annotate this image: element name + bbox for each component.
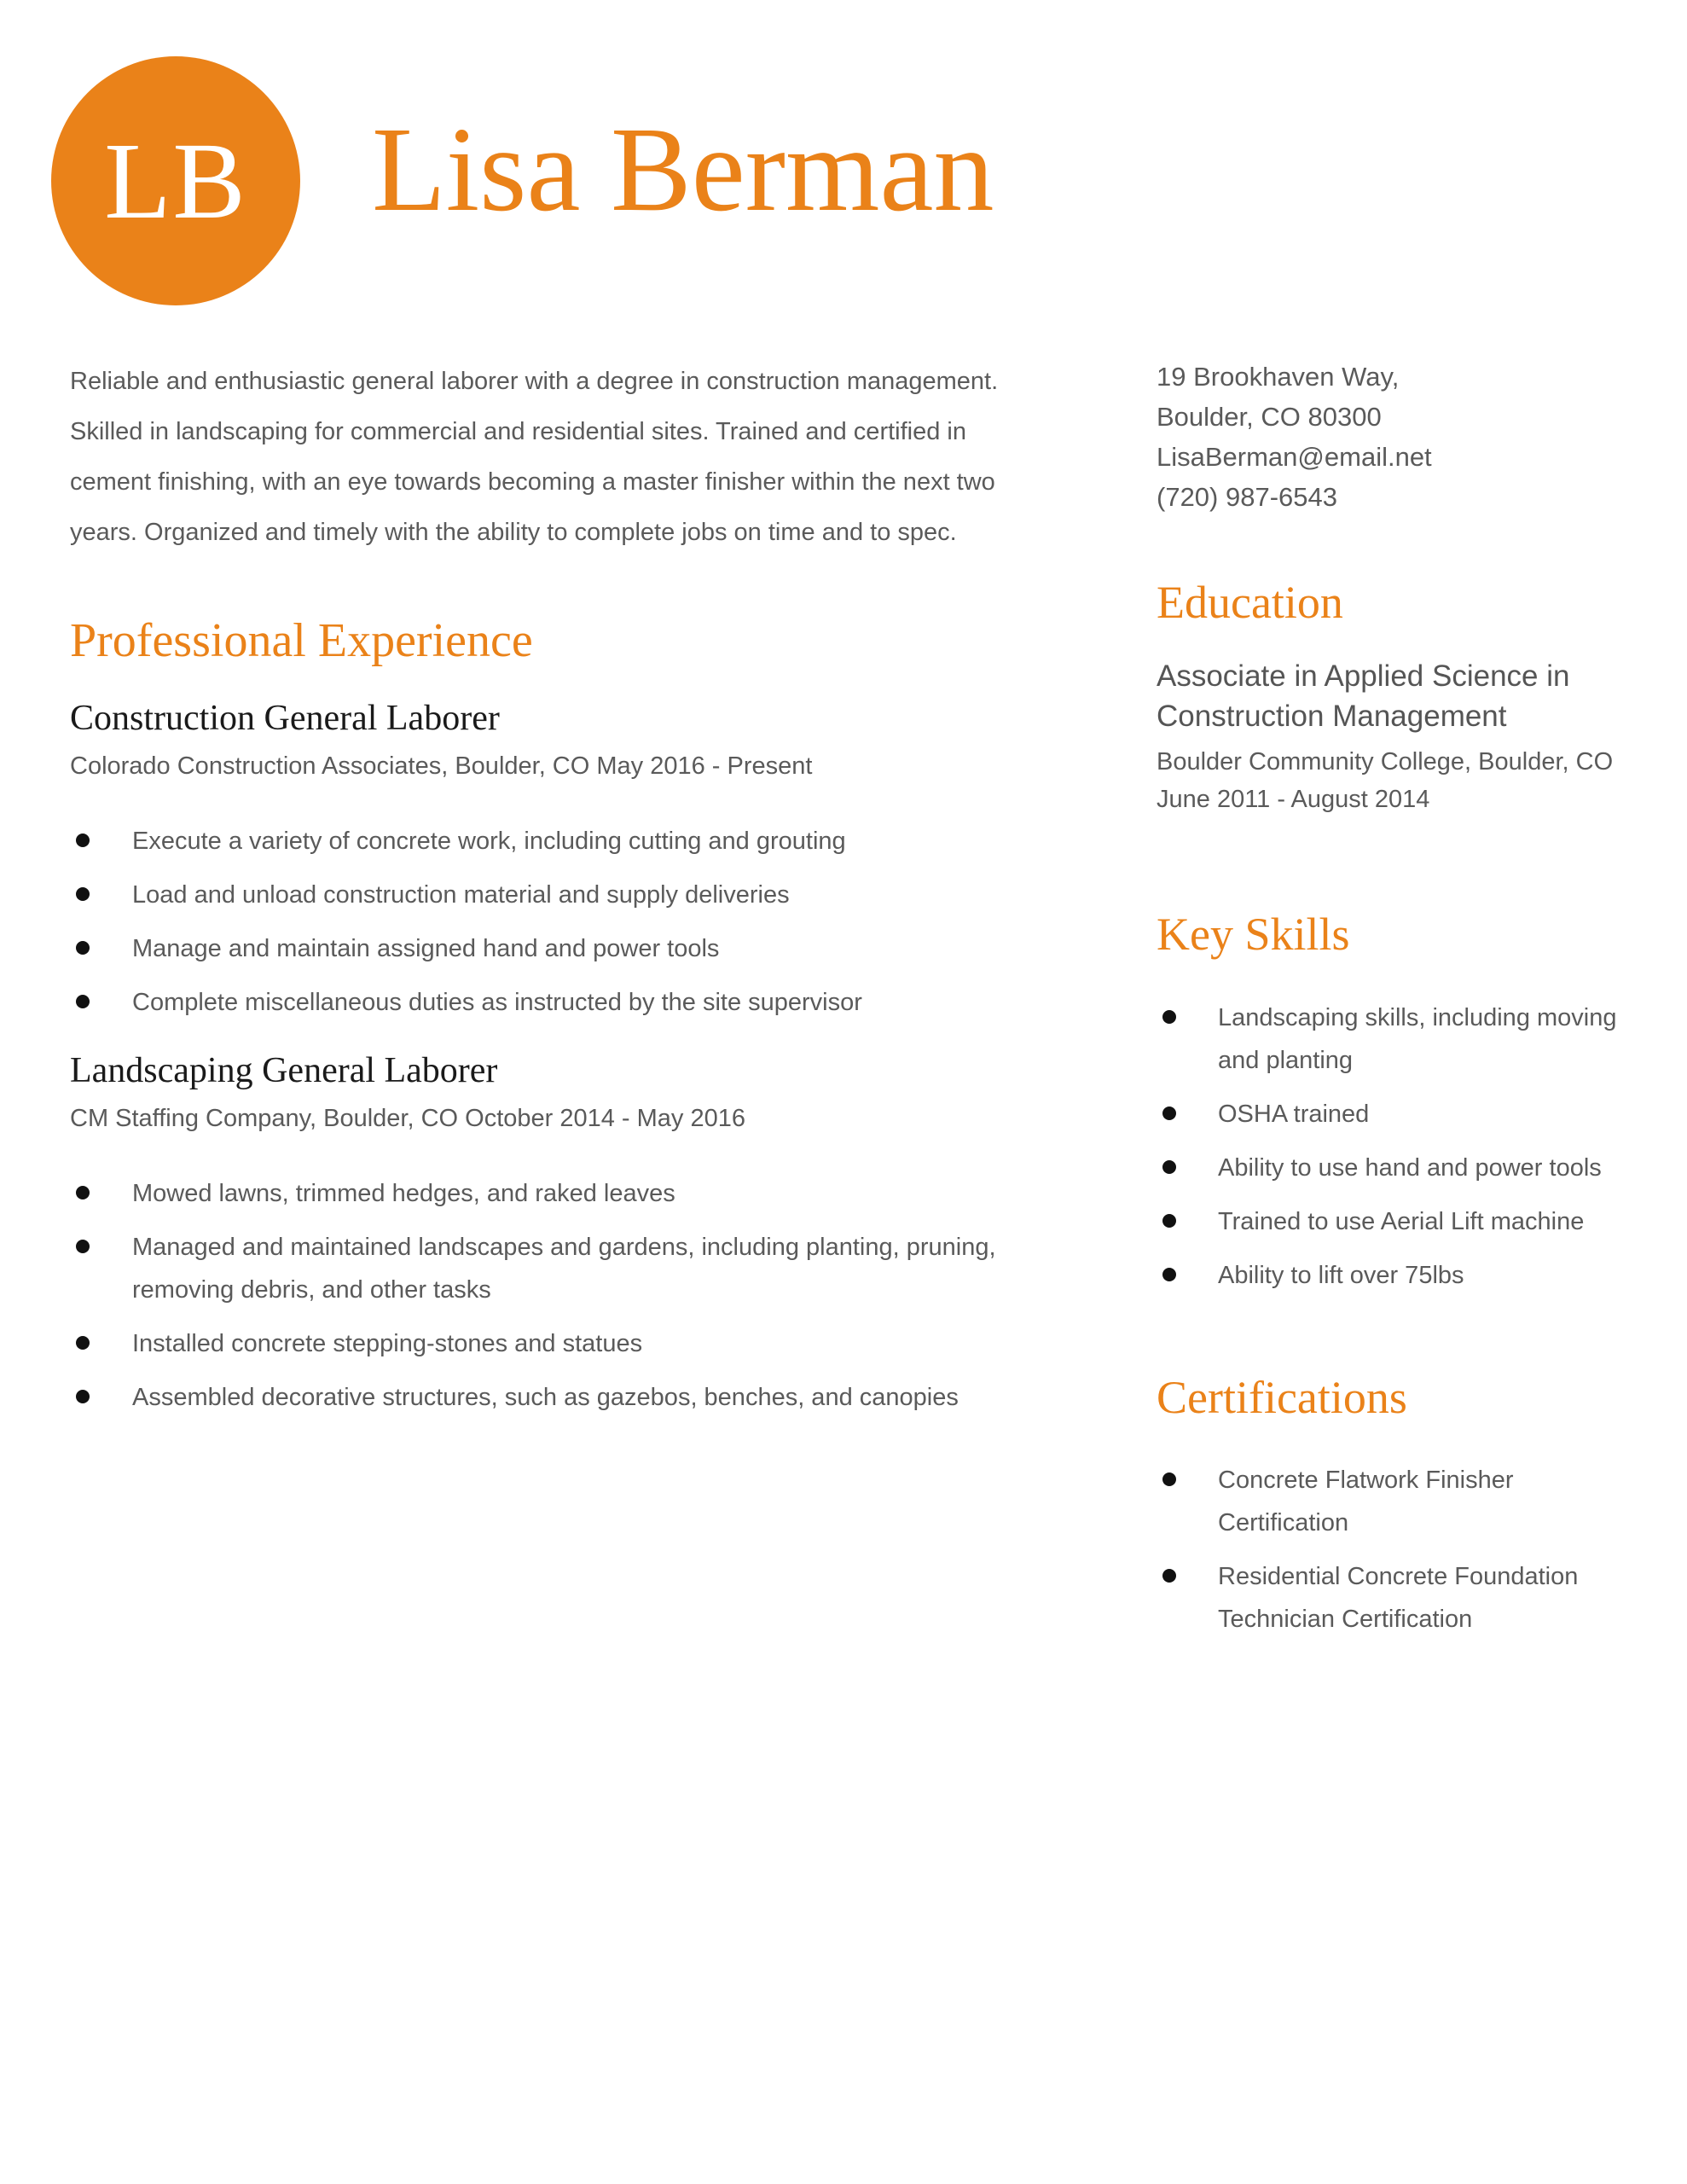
list-item: Ability to use hand and power tools xyxy=(1157,1147,1634,1189)
job-title: Construction General Laborer xyxy=(70,699,500,739)
list-item: Complete miscellaneous duties as instructed by the site supervisor xyxy=(70,981,1051,1024)
job-duties-list xyxy=(70,1172,1051,1419)
list-item: OSHA trained xyxy=(1157,1093,1634,1136)
list-item: Landscaping skills, including moving and planting xyxy=(1157,996,1634,1082)
address-city: Boulder, CO 80300 xyxy=(1157,402,1382,432)
list-item: Installed concrete stepping-stones and statues xyxy=(70,1322,1051,1365)
job-entry xyxy=(70,1049,1051,1419)
job-title: Landscaping General Laborer xyxy=(70,1051,498,1091)
sidebar-column xyxy=(1157,357,1634,1652)
education-school: Boulder Community College, Boulder, CO xyxy=(1157,747,1614,775)
list-item: Managed and maintained landscapes and gardens, including planting, pruning, removing debris, and other tasks xyxy=(70,1226,1051,1311)
education-dates: June 2011 - August 2014 xyxy=(1157,785,1430,813)
monogram-circle xyxy=(51,56,300,305)
certifications-heading: Certifications xyxy=(1157,1371,1407,1423)
list-item: Mowed lawns, trimmed hedges, and raked leaves xyxy=(70,1172,1051,1215)
phone-number: (720) 987-6543 xyxy=(1157,482,1337,512)
education-heading: Education xyxy=(1157,577,1343,628)
list-item: Manage and maintain assigned hand and power tools xyxy=(70,927,1051,970)
skills-heading: Key Skills xyxy=(1157,908,1350,960)
list-item: Execute a variety of concrete work, including cutting and grouting xyxy=(70,820,1051,863)
contact-block xyxy=(1157,357,1634,517)
list-item: Ability to lift over 75lbs xyxy=(1157,1254,1634,1297)
job-entry xyxy=(70,697,1051,1024)
experience-heading: Professional Experience xyxy=(70,614,533,667)
certifications-list xyxy=(1157,1459,1634,1641)
list-item: Assembled decorative structures, such as gazebos, benches, and canopies xyxy=(70,1376,1051,1419)
education-degree: Associate in Applied Science in Construction Management xyxy=(1157,659,1570,733)
summary-paragraph: Reliable and enthusiastic general laborer with a degree in construction management. Skilled in landscaping for commercial and residential sites. Trained and certified in cement finishing, with an eye towards becoming a master finisher within the next two years. Organized and timely with the ability to complete jobs on time and to spec. xyxy=(70,368,999,546)
list-item: Load and unload construction material and supply deliveries xyxy=(70,874,1051,916)
job-meta: Colorado Construction Associates, Boulder, CO May 2016 - Present xyxy=(70,752,813,780)
job-meta: CM Staffing Company, Boulder, CO October 2014 - May 2016 xyxy=(70,1104,745,1132)
monogram-initials: LB xyxy=(104,120,247,241)
job-duties-list xyxy=(70,820,1051,1024)
main-column xyxy=(70,357,1051,1430)
email-address: LisaBerman@email.net xyxy=(1157,442,1432,472)
address-street: 19 Brookhaven Way, xyxy=(1157,362,1400,392)
list-item: Trained to use Aerial Lift machine xyxy=(1157,1200,1634,1243)
list-item: Residential Concrete Foundation Technician Certification xyxy=(1157,1555,1634,1641)
skills-list xyxy=(1157,996,1634,1297)
list-item: Concrete Flatwork Finisher Certification xyxy=(1157,1459,1634,1544)
candidate-name: Lisa Berman xyxy=(372,102,994,236)
